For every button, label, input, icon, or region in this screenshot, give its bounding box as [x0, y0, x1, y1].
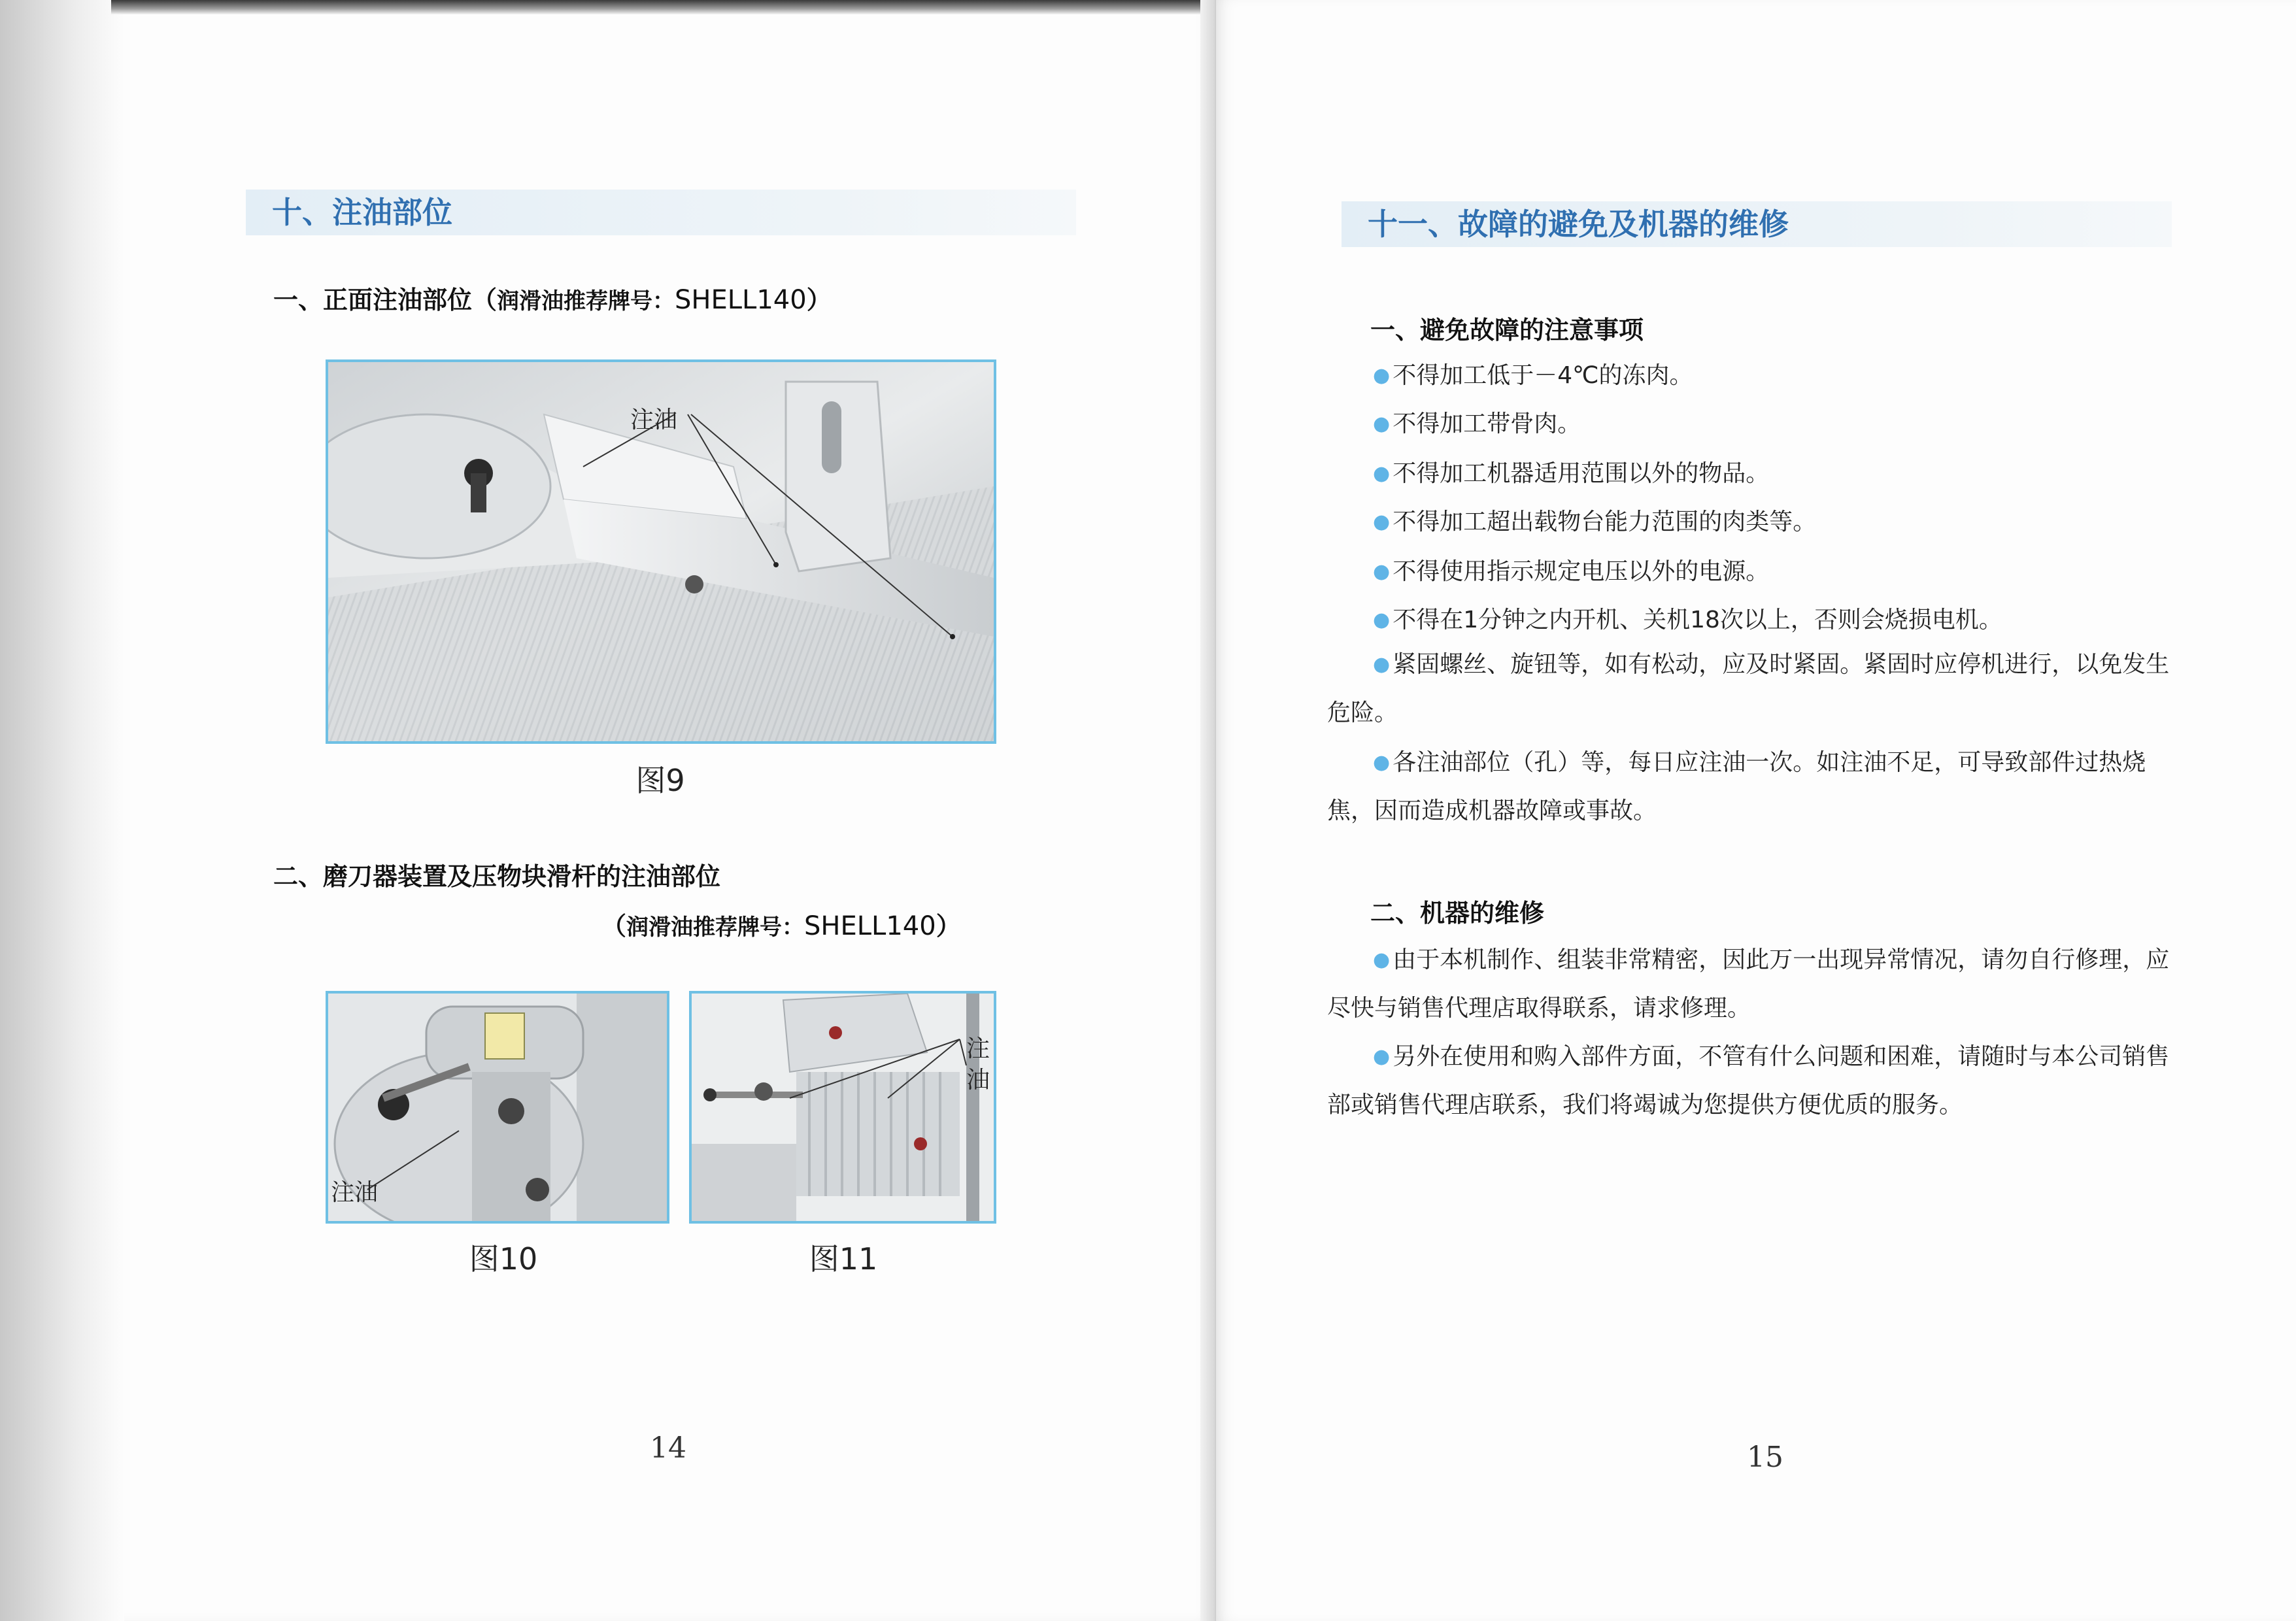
- paragraph-repair-contact: [1327, 936, 2190, 1033]
- figure-10-caption: 图10: [469, 1241, 538, 1277]
- lubricant-brand: SHELL140: [804, 911, 936, 941]
- list-item-text: 不得加工机器适用范围以外的物品。: [1393, 460, 1770, 487]
- subheading-avoid-faults: 一、避免故障的注意事项: [1370, 316, 1644, 344]
- paragraph-text: 各注油部位（孔）等，每日应注油一次。如注油不足，可导致部件过热烧焦，因而造成机器故障或事故。: [1327, 749, 2146, 824]
- list-item-text: 不得加工超出载物台能力范围的肉类等。: [1393, 509, 1817, 535]
- lubricant-brand: SHELL140: [675, 285, 807, 315]
- bullet-icon: ●: [1373, 412, 1391, 435]
- bullet-icon: ●: [1373, 948, 1391, 971]
- list-item: [1373, 455, 1769, 488]
- section-title-text: 十一、故障的避免及机器的维修: [1368, 207, 1789, 242]
- lubricant-hint: 润滑油推荐牌号：: [626, 914, 805, 941]
- figure-9-caption: 图9: [635, 763, 685, 798]
- bullet-icon: ●: [1373, 364, 1391, 387]
- list-item: [1373, 503, 1816, 537]
- list-item: [1373, 405, 1581, 439]
- section-title-oiling: [246, 190, 1076, 235]
- bullet-icon: ●: [1373, 653, 1391, 676]
- section-title-text: 十、注油部位: [272, 195, 452, 230]
- page-edge-shadow: [0, 0, 124, 1621]
- bullet-icon: ●: [1373, 510, 1391, 533]
- sharpener-illustration: [328, 994, 667, 1221]
- list-item-text: 不得加工低于－4℃的冻肉。: [1393, 362, 1693, 389]
- figure-10-photo: [326, 991, 669, 1224]
- callout-oil-point: 注油: [331, 1179, 379, 1206]
- page-top-edge: [111, 0, 1216, 14]
- paragraph-text: 由于本机制作、组装非常精密，因此万一出现异常情况，请勿自行修理，应尽快与销售代理店取得联系，请求修理。: [1327, 946, 2170, 1022]
- paren-open: （: [601, 912, 627, 941]
- list-item: [1373, 357, 1693, 390]
- subheading-lubricant-hint: [601, 906, 961, 942]
- list-item-text: 不得加工带骨肉。: [1393, 410, 1581, 437]
- callout-oil-point-bottom: 油: [966, 1067, 990, 1094]
- callout-oil-point-top: 注: [966, 1035, 990, 1062]
- paren-close: ）: [936, 912, 961, 941]
- pusher-slide-illustration: [692, 994, 994, 1221]
- page-number-right: 15: [1747, 1441, 1783, 1474]
- paragraph-parts-service: [1327, 1033, 2190, 1129]
- subheading-label: 一、正面注油部位: [273, 286, 473, 314]
- list-item-text: 不得在1分钟之内开机、关机18次以上，否则会烧损电机。: [1393, 607, 2002, 633]
- paragraph-fastening: [1327, 641, 2190, 737]
- page-number-left: 14: [650, 1431, 686, 1465]
- list-item-text: 不得使用指示规定电压以外的电源。: [1393, 558, 1770, 585]
- paren-open: （: [472, 286, 498, 314]
- bullet-icon: ●: [1373, 609, 1391, 631]
- paren-close: ）: [806, 286, 832, 314]
- figure-9-photo: [326, 359, 996, 744]
- figure-11-photo: [689, 991, 996, 1224]
- subheading-repair: 二、机器的维修: [1370, 899, 1545, 927]
- list-item: [1373, 601, 2002, 635]
- section-title-maintenance: [1342, 201, 2172, 247]
- subheading-front-oiling: [273, 280, 832, 316]
- paragraph-text: 另外在使用和购入部件方面，不管有什么问题和困难，请随时与本公司销售部或销售代理店联系，我们将竭诚为您提供方便优质的服务。: [1327, 1043, 2170, 1118]
- paragraph-text: 紧固螺丝、旋钮等，如有松动，应及时紧固。紧固时应停机进行，以免发生危险。: [1327, 651, 2170, 726]
- callout-oil-point: 注油: [630, 407, 678, 433]
- paragraph-daily-oiling: [1327, 739, 2190, 835]
- bullet-icon: ●: [1373, 560, 1391, 583]
- lubricant-hint: 润滑油推荐牌号：: [497, 288, 675, 314]
- bullet-icon: ●: [1373, 462, 1391, 485]
- bullet-icon: ●: [1373, 1045, 1391, 1068]
- subheading-sharpener-oiling: [273, 856, 720, 892]
- bullet-icon: ●: [1373, 751, 1391, 774]
- list-item: [1373, 553, 1769, 586]
- figure-11-caption: 图11: [809, 1241, 878, 1277]
- subheading-label: 二、磨刀器装置及压物块滑杆的注油部位: [273, 862, 721, 891]
